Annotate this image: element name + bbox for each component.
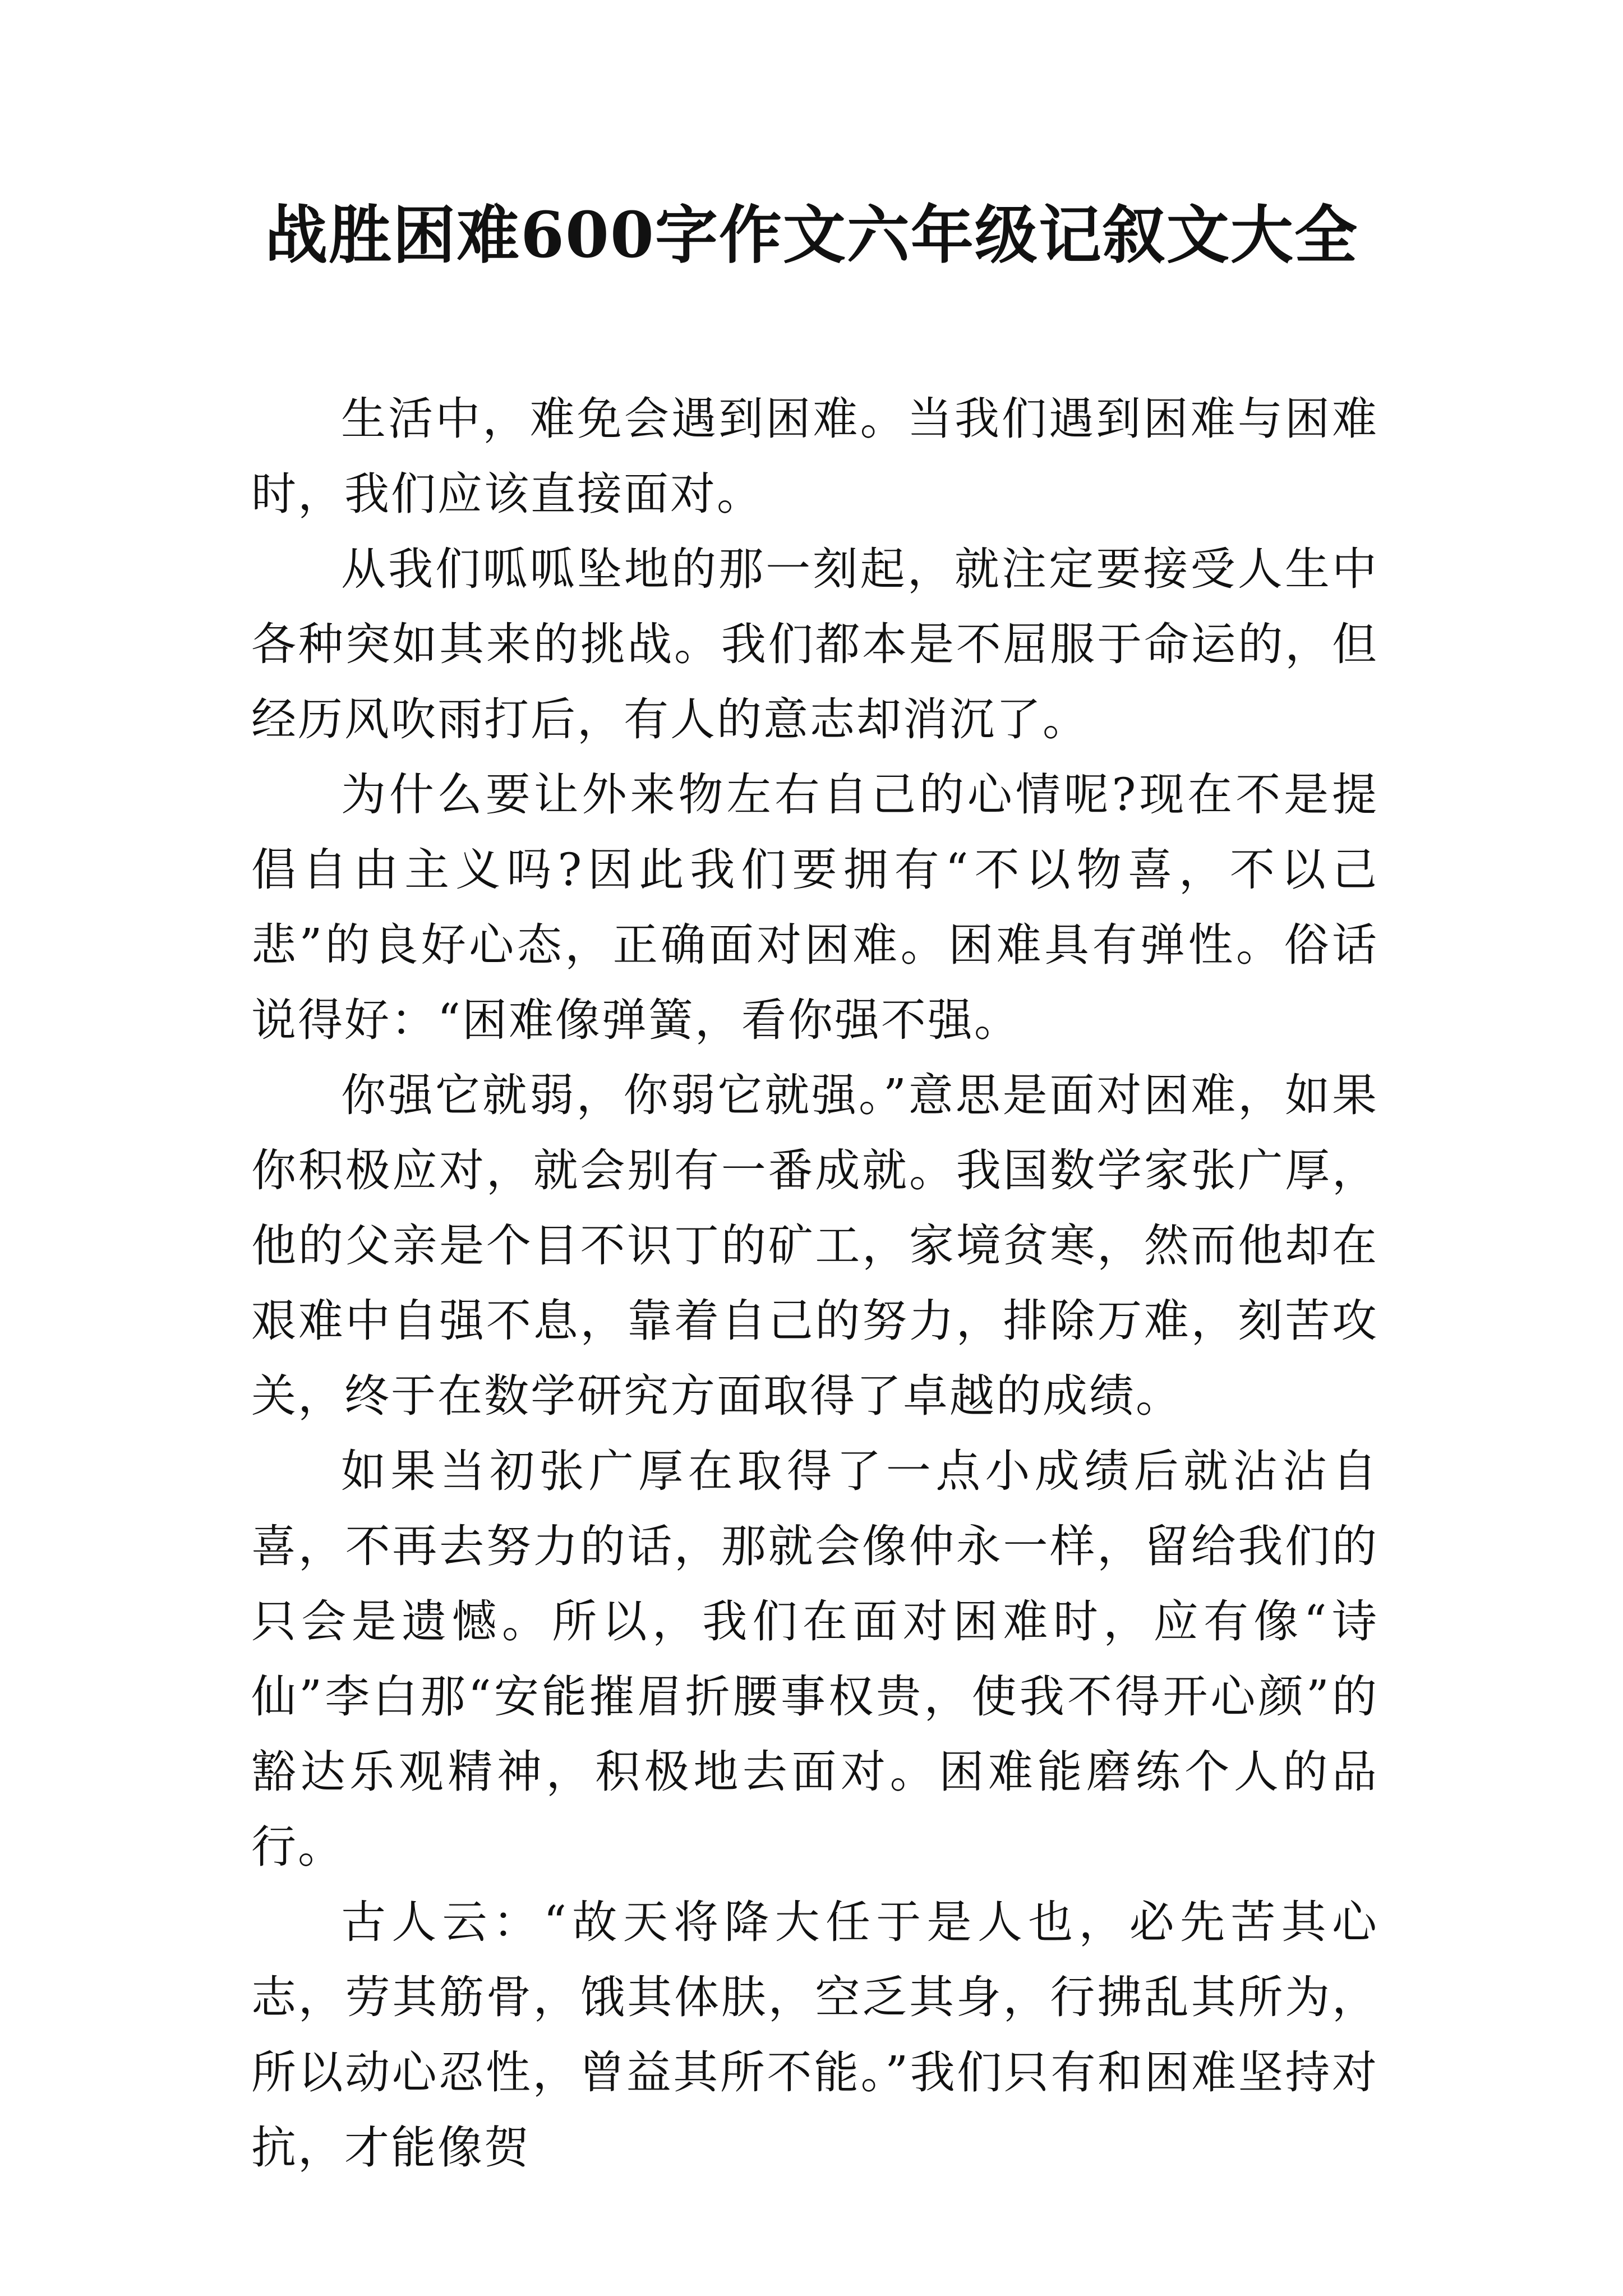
- paragraph-6: 古人云：“故天将降大任于是人也，必先苦其心志，劳其筋骨，饿其体肤，空乏其身，行拂乱其所为，所以动心忍性，曾益其所不能。”我们只有和困难坚持对抗，才能像贺: [251, 1896, 1378, 2174]
- paragraph-3: 为什么要让外来物左右自己的心情呢?现在不是提倡自由主义吗?因此我们要拥有“不以物喜，不以己悲”的良好心态，正确面对困难。困难具有弹性。俗话说得好：“困难像弹簧，看你强不强。: [251, 769, 1378, 1046]
- paragraph-5: 如果当初张广厚在取得了一点小成绩后就沾沾自喜，不再去努力的话，那就会像仲永一样，留给我们的只会是遗憾。所以，我们在面对困难时，应有像“诗仙”李白那“安能摧眉折腰事权贵，使我不得开心颜”的豁达乐观精神，积极地去面对。困难能磨练个人的品行。: [251, 1445, 1378, 1873]
- paragraph-2: 从我们呱呱坠地的那一刻起，就注定要接受人生中各种突如其来的挑战。我们都本是不屈服于命运的，但经历风吹雨打后，有人的意志却消沉了。: [251, 543, 1378, 746]
- document-body: [251, 381, 1378, 2185]
- document-title: 战胜困难600字作文六年级记叙文大全: [265, 199, 1358, 272]
- paragraph-1: 生活中，难免会遇到困难。当我们遇到困难与困难时，我们应该直接面对。: [251, 393, 1378, 520]
- paragraph-4: 你强它就弱，你弱它就强。”意思是面对困难，如果你积极应对，就会别有一番成就。我国数学家张广厚，他的父亲是个目不识丁的矿工，家境贫寒，然而他却在艰难中自强不息，靠着自己的努力，排除万难，刻苦攻关，终于在数学研究方面取得了卓越的成绩。: [251, 1069, 1378, 1422]
